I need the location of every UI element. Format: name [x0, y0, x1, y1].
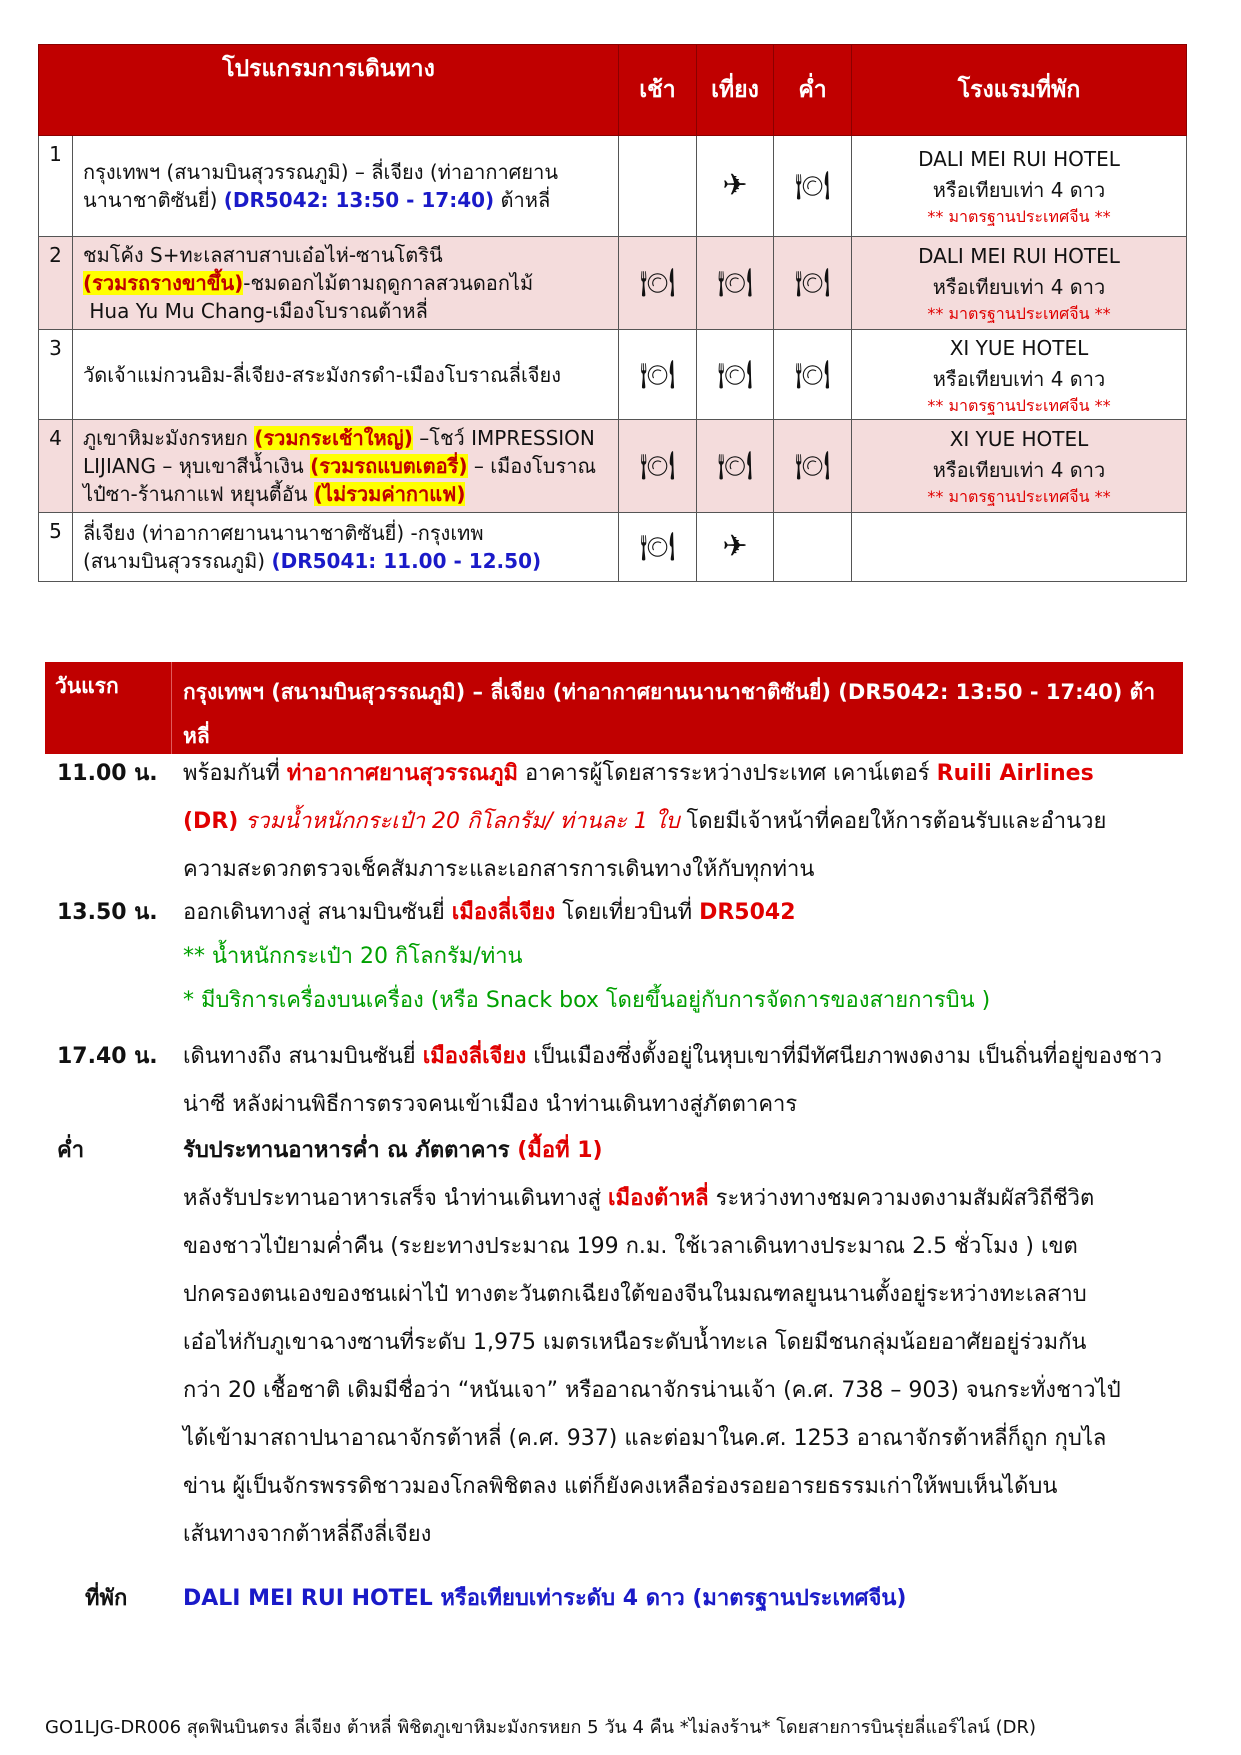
hotel-cell: [852, 136, 1187, 237]
hotel-name: XI YUE HOTEL: [949, 427, 1089, 451]
flight-info: (DR5041: 11.00 - 12.50): [271, 549, 542, 573]
city-name: เมืองลี่เจียง: [451, 900, 556, 925]
desc-text: (สนามบินสุวรรณภูมิ): [83, 549, 266, 573]
day-title: กรุงเทพฯ (สนามบินสุวรรณภูมิ) – ลี่เจียง (ท่าอากาศยานนานาชาติซันยี่) (DR5042: 13:50 - 17:40) ต้าหลี่: [183, 680, 1156, 748]
entry-content: [183, 750, 1168, 894]
airline-code: (DR): [183, 809, 239, 834]
plane-icon: ✈: [722, 168, 748, 203]
header-lunch: เที่ยง: [697, 45, 774, 136]
entry-text: เดินทางถึง สนามบินซันยี่: [183, 1044, 423, 1069]
dinner-cell: [774, 330, 852, 420]
day-description: [73, 513, 619, 582]
flight-info: (DR5042: 13:50 - 17:40): [223, 188, 495, 212]
desc-text: Hua Yu Mu Chang-เมืองโบราณต้าหลี่: [89, 299, 428, 323]
lunch-cell: [697, 136, 774, 237]
meal-icon: 🍽: [794, 169, 831, 202]
paragraph-line: ของชาวไป๋ยามค่ำคืน (ระยะทางประมาณ 199 ก.ม. ใช้เวลาเดินทางประมาณ 2.5 ชั่วโมง ) เขต: [183, 1234, 1078, 1259]
day-number: 2: [39, 237, 73, 330]
meal-icon: 🍽: [639, 530, 676, 563]
table-row: [39, 420, 1187, 513]
entry-text: อาคารผู้โดยสารระหว่างประเทศ เคาน์เตอร์: [518, 761, 937, 786]
hotel-standard: หรือเทียบเท่าระดับ 4 ดาว (มาตรฐานประเทศจีน): [432, 1586, 907, 1611]
page-footer: GO1LJG-DR006 สุดฟินบินตรง ลี่เจียง ต้าหลี่ พิชิตภูเขาหิมะมังกรหยก 5 วัน 4 คืน *ไม่ลงร้าน* โดยสายการบินรุ่ยลี่แอร์ไลน์ (DR): [45, 1717, 1037, 1738]
day-description: [73, 330, 619, 420]
day-number: 3: [39, 330, 73, 420]
desc-text: ต้าหลี่: [494, 188, 551, 212]
day-header: [45, 662, 1183, 754]
entry-time: 11.00 น.: [57, 761, 158, 786]
service-note: * มีบริการเครื่องบนเครื่อง (หรือ Snack box โดยขึ้นอยู่กับการจัดการของสายการบิน ): [183, 988, 991, 1013]
breakfast-cell: [619, 136, 697, 237]
dinner-cell: [774, 513, 852, 582]
entry-time: 13.50 น.: [57, 900, 158, 925]
divider: [171, 662, 172, 754]
entry-text: ระหว่างทางชมความงดงามสัมผัสวิถีชีวิต: [708, 1186, 1095, 1211]
table-row: [39, 136, 1187, 237]
meal-icon: 🍽: [639, 357, 676, 391]
meal-icon: 🍽: [717, 449, 753, 482]
table-row: [39, 513, 1187, 582]
lunch-cell: [697, 237, 774, 330]
desc-text: ภูเขาหิมะมังกรหยก: [83, 426, 255, 450]
meal-icon: 🍽: [794, 266, 831, 299]
entry-content: [183, 1127, 1168, 1559]
entry-content: [183, 1033, 1168, 1129]
hotel-name: DALI MEI RUI HOTEL: [918, 244, 1120, 268]
header-breakfast: เช้า: [619, 45, 697, 136]
hotel-standard: ** มาตรฐานประเทศจีน **: [927, 395, 1111, 415]
desc-text: นานาชาติซันยี่): [83, 188, 218, 212]
airport-name: ท่าอากาศยานสุวรรณภูมิ: [286, 761, 519, 786]
day-description: [73, 136, 619, 237]
hotel-cell: [852, 330, 1187, 420]
entry-content: [183, 891, 1168, 1023]
table-row: [39, 237, 1187, 330]
breakfast-cell: [619, 420, 697, 513]
hotel-alt: หรือเทียบเท่า 4 ดาว: [932, 275, 1106, 299]
desc-text: -ชมดอกไม้ตามฤดูกาลสวนดอกไม้: [243, 271, 534, 295]
meal-icon: 🍽: [794, 449, 831, 482]
entry-text: น่าซี หลังผ่านพิธีการตรวจคนเข้าเมือง นำท่านเดินทางสู่ภัตตาคาร: [183, 1092, 798, 1117]
hotel-standard: ** มาตรฐานประเทศจีน **: [927, 207, 1111, 226]
hotel-alt: หรือเทียบเท่า 4 ดาว: [932, 178, 1106, 202]
hotel-name: XI YUE HOTEL: [949, 335, 1089, 360]
meal-count: (มื้อที่ 1): [517, 1138, 603, 1163]
entry-text: ออกเดินทางสู่ สนามบินซันยี่: [183, 900, 452, 925]
entry-text: โดยเที่ยวบินที่: [555, 900, 700, 925]
highlight-text: (รวมกระเช้าใหญ่): [254, 426, 413, 450]
entry-text: พร้อมกันที่: [183, 761, 287, 786]
meal-icon: 🍽: [639, 449, 676, 482]
desc-text: – เมืองโบราณ: [467, 454, 596, 478]
highlight-text: (ไม่รวมค่ากาแฟ): [313, 482, 466, 506]
day-description: [73, 237, 619, 330]
entry-text: ความสะดวกตรวจเช็คสัมภาระและเอกสารการเดินทางให้กับทุกท่าน: [183, 857, 815, 882]
lunch-cell: [697, 330, 774, 420]
meal-icon: 🍽: [717, 266, 753, 299]
paragraph-line: ปกครองตนเองของชนเผ่าไป๋ ทางตะวันตกเฉียงใต้ของจีนในมณฑลยูนนานตั้งอยู่ระหว่างทะเลสาบ: [183, 1282, 1087, 1307]
hotel-cell: [852, 420, 1187, 513]
city-name: เมืองลี่เจียง: [422, 1044, 527, 1069]
meal-icon: 🍽: [717, 357, 753, 391]
hotel-name: DALI MEI RUI HOTEL: [183, 1586, 433, 1611]
highlight-text: (รวมรถแบตเตอรี่): [310, 454, 468, 478]
city-name: เมืองต้าหลี่: [608, 1186, 709, 1211]
breakfast-cell: [619, 513, 697, 582]
hotel-cell: [852, 237, 1187, 330]
meal-title: รับประทานอาหารค่ำ ณ ภัตตาคาร: [183, 1138, 518, 1163]
day-label: วันแรก: [55, 674, 119, 698]
hotel-cell: [852, 513, 1187, 582]
desc-text: LIJIANG – หุบเขาสีน้ำเงิน: [83, 454, 311, 478]
breakfast-cell: [619, 237, 697, 330]
header-dinner: ค่ำ: [774, 45, 852, 136]
meal-icon: 🍽: [639, 266, 676, 299]
flight-number: DR5042: [699, 900, 796, 925]
desc-text: กรุงเทพฯ (สนามบินสุวรรณภูมิ) – ลี่เจียง (ท่าอากาศยาน: [83, 160, 558, 184]
summary-header-row: [39, 45, 1187, 136]
lunch-cell: [697, 420, 774, 513]
baggage-note: ** น้ำหนักกระเป๋า 20 กิโลกรัม/ท่าน: [183, 944, 523, 969]
hotel-alt: หรือเทียบเท่า 4 ดาว: [932, 366, 1106, 391]
itinerary-summary-table: [38, 44, 1187, 582]
dinner-cell: [774, 237, 852, 330]
day-number: 5: [39, 513, 73, 582]
day-description: [73, 420, 619, 513]
dinner-cell: [774, 136, 852, 237]
entry-time: 17.40 น.: [57, 1044, 158, 1069]
paragraph-line: เอ๋อไห่กับภูเขาฉางซานที่ระดับ 1,975 เมตรเหนือระดับน้ำทะเล โดยมีชนกลุ่มน้อยอาศัยอยู่ร่วมกัน: [183, 1330, 1087, 1355]
desc-text: วัดเจ้าแม่กวนอิม-ลี่เจียง-สระมังกรดำ-เมืองโบราณลี่เจียง: [83, 362, 561, 387]
highlight-text: (รวมรถรางขาขึ้น): [83, 271, 244, 295]
lunch-cell: [697, 513, 774, 582]
airline-name: Ruili Airlines: [936, 761, 1094, 786]
hotel-standard: ** มาตรฐานประเทศจีน **: [927, 304, 1111, 323]
paragraph-line: ข่าน ผู้เป็นจักรพรรดิชาวมองโกลพิชิตลง แต่ก็ยังคงเหลือร่องรอยอารยธรรมเก่าให้พบเห็นได้บน: [183, 1474, 1058, 1499]
hotel-alt: หรือเทียบเท่า 4 ดาว: [932, 458, 1106, 482]
baggage-note: รวมน้ำหนักกระเป๋า 20 กิโลกรัม/ ท่านละ 1 ใบ: [238, 809, 680, 834]
day-number: 1: [39, 136, 73, 237]
entry-text: โดยมีเจ้าหน้าที่คอยให้การต้อนรับและอำนวย: [679, 809, 1107, 834]
paragraph-line: ได้เข้ามาสถาปนาอาณาจักรต้าหลี่ (ค.ศ. 937) และต่อมาในค.ศ. 1253 อาณาจักรต้าหลี่ก็ถูก กุบไล: [183, 1426, 1107, 1451]
header-program: โปรแกรมการเดินทาง: [39, 45, 619, 136]
header-hotel: โรงแรมที่พัก: [852, 45, 1187, 136]
dinner-cell: [774, 420, 852, 513]
entry-text: เป็นเมืองซึ่งตั้งอยู่ในหุบเขาที่มีทัศนียภาพงดงาม เป็นถิ่นที่อยู่ของชาว: [526, 1044, 1163, 1069]
breakfast-cell: [619, 330, 697, 420]
desc-text: ไป๋ซา-ร้านกาแฟ หยุนตี้อัน: [83, 482, 314, 506]
hotel-name: DALI MEI RUI HOTEL: [918, 147, 1120, 171]
desc-text: ลี่เจียง (ท่าอากาศยานนานาชาติซันยี่) -กรุงเทพ: [83, 521, 484, 545]
day-number: 4: [39, 420, 73, 513]
plane-icon: ✈: [722, 529, 748, 564]
hotel-standard: ** มาตรฐานประเทศจีน **: [927, 487, 1111, 506]
paragraph-line: เส้นทางจากต้าหลี่ถึงลี่เจียง: [183, 1522, 432, 1547]
stay-label: ที่พัก: [85, 1586, 128, 1611]
entry-text: หลังรับประทานอาหารเสร็จ นำท่านเดินทางสู่: [183, 1186, 609, 1211]
entry-time: ค่ำ: [57, 1138, 85, 1163]
meal-icon: 🍽: [794, 357, 831, 391]
desc-text: –โชว์ IMPRESSION: [412, 426, 595, 450]
table-row: [39, 330, 1187, 420]
desc-text: ชมโค้ง S+ทะเลสาบสาบเอ๋อไห่-ซานโตรินี: [83, 243, 443, 267]
stay-content: [183, 1575, 1168, 1623]
paragraph-line: กว่า 20 เชื้อชาติ เดิมมีชื่อว่า “หนันเจา” หรืออาณาจักรน่านเจ้า (ค.ศ. 738 – 903) จนกระทั่งชาวไป๋: [183, 1378, 1121, 1403]
